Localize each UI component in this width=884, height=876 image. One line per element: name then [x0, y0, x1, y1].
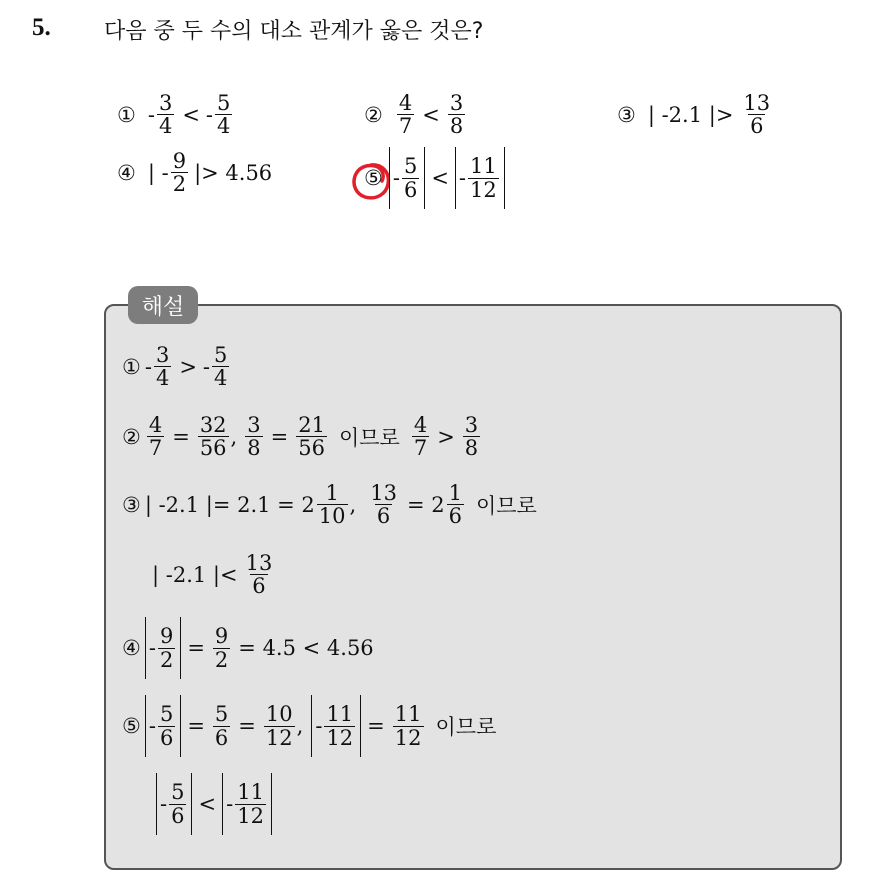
option-3-expression: | -2.1 |>	[647, 102, 734, 127]
minus-sign: -	[205, 102, 214, 127]
fraction: $\frac{10}{12}$	[265, 702, 293, 750]
question-text: 다음 중 두 수의 대소 관계가 옳은 것은?	[104, 19, 484, 44]
fraction: $\frac{13}{6}$	[245, 551, 273, 599]
explanation-line-3	[122, 482, 537, 527]
fraction: $\frac{9}{2}$	[214, 624, 229, 672]
option-1-number: ①	[117, 102, 136, 127]
fraction: $\frac{4}{7}$	[398, 91, 413, 139]
fraction: $\frac{3}{8}$	[247, 413, 261, 461]
expression: = 2	[406, 492, 445, 517]
absolute-value	[145, 695, 181, 757]
line-number: ②	[122, 424, 141, 449]
comparison-sign: <	[431, 166, 449, 190]
minus-sign: -	[202, 354, 211, 379]
fraction: $\frac{9}{2}$	[172, 149, 187, 197]
fraction: $\frac{3}{4}$	[158, 91, 173, 139]
absolute-value	[145, 617, 181, 679]
fraction: $\frac{3}{4}$	[155, 343, 170, 391]
line-number: ④	[122, 636, 141, 660]
fraction: $\frac{3}{8}$	[464, 413, 479, 461]
conclusion-word: 이므로	[435, 715, 497, 739]
explanation-line-6	[122, 695, 496, 757]
minus-sign: -	[392, 166, 400, 190]
comparison-sign: <	[182, 102, 200, 127]
fraction: $\frac{1}{10}$	[318, 481, 346, 529]
option-3[interactable]	[617, 92, 774, 137]
absolute-value	[311, 695, 361, 757]
option-3-number: ③	[617, 102, 636, 127]
fraction: $\frac{9}{2}$	[159, 624, 174, 672]
abs-open: | -	[147, 160, 169, 185]
expression: = 4.5 < 4.56	[238, 636, 374, 660]
minus-sign: -	[458, 166, 467, 190]
comparison-sign: <	[422, 102, 440, 127]
minus-sign: -	[147, 102, 155, 127]
fraction: $\frac{5}{4}$	[217, 91, 231, 139]
fraction: $\frac{11}{12}$	[326, 702, 354, 750]
fraction: $\frac{1}{6}$	[448, 481, 462, 529]
equals-sign: =	[270, 424, 289, 449]
comparison-sign: >	[179, 354, 197, 379]
explanation-line-2	[122, 414, 482, 459]
question-number: 5.	[32, 14, 51, 41]
explanation-line-1	[122, 344, 231, 389]
fraction: $\frac{5}{6}$	[214, 702, 229, 750]
minus-sign: -	[144, 354, 152, 379]
fraction: $\frac{5}{6}$	[171, 780, 185, 828]
option-4[interactable]	[117, 150, 272, 195]
option-4-rest: |> 4.56	[194, 160, 273, 185]
option-5-number: ⑤	[364, 166, 383, 190]
equals-sign: =	[238, 714, 256, 738]
option-4-number: ④	[117, 160, 136, 185]
comparison-sign: >	[437, 424, 455, 449]
equals-sign: =	[187, 636, 205, 660]
line-number: ①	[122, 354, 141, 379]
fraction: $\frac{4}{7}$	[413, 413, 428, 461]
comma: ,	[230, 424, 238, 449]
fraction: $\frac{4}{7}$	[148, 413, 163, 461]
comma: ,	[349, 492, 357, 517]
expression: | -2.1 |<	[152, 562, 238, 587]
conclusion-word: 이므로	[338, 425, 400, 450]
fraction: $\frac{13}{6}$	[370, 481, 397, 529]
fraction: $\frac{11}{12}$	[394, 702, 422, 750]
option-5[interactable]	[364, 147, 505, 209]
absolute-value	[222, 773, 272, 835]
conclusion-word: 이므로	[475, 493, 537, 518]
fraction: $\frac{5}{4}$	[214, 343, 228, 391]
option-2-number: ②	[364, 102, 383, 127]
fraction: $\frac{5}{6}$	[403, 154, 418, 202]
fraction: $\frac{13}{6}$	[743, 91, 771, 139]
explanation-line-7	[156, 773, 272, 835]
minus-sign: -	[160, 792, 168, 816]
equals-sign: =	[172, 424, 190, 449]
explanation-line-4	[152, 552, 276, 597]
option-1[interactable]	[117, 92, 234, 137]
minus-sign: -	[315, 714, 323, 738]
equals-sign: =	[367, 714, 385, 738]
explanation-line-5	[122, 617, 374, 679]
absolute-value	[389, 147, 425, 209]
line-number: ⑤	[122, 714, 141, 738]
fraction: $\frac{11}{12}$	[470, 154, 497, 202]
fraction: $\frac{21}{56}$	[298, 413, 325, 461]
absolute-value	[156, 773, 192, 835]
equals-sign: =	[187, 714, 205, 738]
comparison-sign: <	[198, 792, 217, 816]
option-2[interactable]	[364, 92, 467, 137]
minus-sign: -	[148, 714, 156, 738]
absolute-value	[455, 147, 505, 209]
fraction: $\frac{5}{6}$	[159, 702, 174, 750]
minus-sign: -	[148, 636, 156, 660]
fraction: $\frac{32}{56}$	[199, 413, 227, 461]
fraction: $\frac{3}{8}$	[449, 91, 464, 139]
minus-sign: -	[226, 792, 234, 816]
expression: | -2.1 |= 2.1 = 2	[144, 492, 315, 517]
fraction: $\frac{11}{12}$	[237, 780, 264, 828]
explanation-tag: 해설	[128, 286, 198, 324]
comma: ,	[296, 714, 304, 738]
line-number: ③	[122, 492, 141, 517]
